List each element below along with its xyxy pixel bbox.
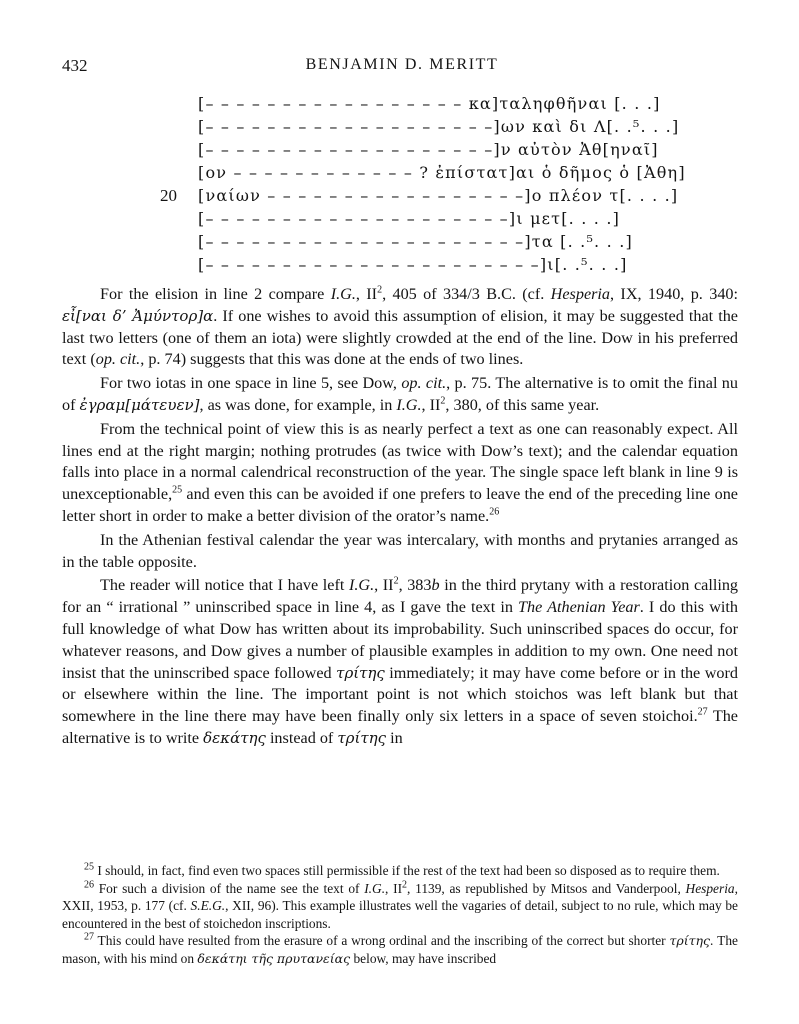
running-head: BENJAMIN D. MERITT xyxy=(305,56,499,73)
inscription-block xyxy=(160,92,686,276)
greek-text: δεκάτηι τῆς πρυτανείας xyxy=(197,950,351,966)
line-text: [– – – – – – – – – – – – – – – – – – – – – –]ι[. .⁵. . .] xyxy=(198,255,628,274)
text-run: For two iotas in one space in line 5, see Dow, xyxy=(100,374,402,393)
text-run: . The mason, with his mind on xyxy=(62,933,738,966)
footnote-27 xyxy=(62,932,738,967)
journal-title: Hesperia xyxy=(550,285,611,303)
text-run: , II xyxy=(421,395,441,414)
footnote-25 xyxy=(62,862,738,880)
text-run: , XII, 96). This example illustrates well the vagaries of detail, subject to no rule, which may be encountered in the best of stoichedon inscriptions. xyxy=(62,898,739,931)
citation: I.G. xyxy=(396,395,422,414)
text-run: , 405 of 334/3 B.C. (cf. xyxy=(382,285,551,303)
text-run: This could have resulted from the erasure of a wrong ordinal and the inscribing of the correct but shorter xyxy=(94,933,670,949)
text-run: , p. 74) suggests that this was done at the ends of two lines. xyxy=(140,350,524,369)
paragraph-reader xyxy=(62,575,738,749)
greek-text: ἐγραμ[μάτευεν] xyxy=(79,395,200,414)
line-text: [ον – – – – – – – – – – – – ? ἐπίστατ]αι ὁ δῆμος ὁ [Ἀθη] xyxy=(198,163,686,182)
text-run: , p. 75. The alternative is to omit the final nu of xyxy=(62,374,738,414)
footnote-number: 26 xyxy=(84,879,94,891)
citation: I.G. xyxy=(364,880,386,896)
text-run: , 380, of this same year. xyxy=(445,395,600,414)
book-title: The Athenian Year xyxy=(518,598,640,617)
superscript: 2 xyxy=(440,395,446,407)
page-number: 432 xyxy=(62,56,88,75)
text-run: , IX, 1940, p. 340: xyxy=(610,285,739,303)
citation: op. cit. xyxy=(95,350,141,369)
line-text: [– – – – – – – – – – – – – – – – – – – – –]τα [. .⁵. . .] xyxy=(198,232,633,251)
text-run: and even this can be avoided if one prefers to leave the end of the preceding line one letter short in order to make a better division of the orator’s name. xyxy=(62,485,738,525)
text-run: For such a division of the name see the text of xyxy=(94,880,365,896)
citation: I.G. xyxy=(348,576,375,595)
footnote-26 xyxy=(62,880,738,933)
text-run: in xyxy=(386,728,403,747)
citation: op. cit. xyxy=(401,374,447,393)
inscription-line xyxy=(160,115,680,138)
text-run: , 383 xyxy=(398,576,432,595)
superscript: 2 xyxy=(393,575,399,587)
text-run: , 1139, as republished by Mitsos and Vanderpool, xyxy=(407,880,686,896)
text-run: The reader will notice that I have left xyxy=(100,576,349,595)
inscription-line xyxy=(160,161,686,184)
inscription-line xyxy=(160,253,628,276)
superscript: 2 xyxy=(402,879,408,891)
text-run: The alternative is to write xyxy=(62,707,738,747)
text-run: I should, in fact, find even two spaces still permissible if the rest of the text had been so disposed as to require them. xyxy=(94,863,720,878)
text-run: instead of xyxy=(265,728,338,747)
text-run: From the technical point of view this is as nearly perfect a text as one can reasonably expect. All lines end at the right margin; nothing protrudes (as twice with Dow’s text); and the calendar equation falls into place in a normal calendrical reconstruction of the year. The single space left blank in line 9 is unexceptionable, xyxy=(62,419,738,504)
citation: S.E.G. xyxy=(190,898,226,914)
line-text: [– – – – – – – – – – – – – – – – – – –]ν αὐτὸν Ἀθ[ηναῖ] xyxy=(198,140,659,159)
line-number: 20 xyxy=(160,186,177,205)
paragraph-calendar xyxy=(62,530,738,574)
inscription-line xyxy=(160,138,659,161)
line-text: [– – – – – – – – – – – – – – – – – κα]ταληφθῆναι [. . .] xyxy=(198,94,661,113)
paragraph-technical xyxy=(62,419,738,528)
text-run: . If one wishes to avoid this assumption of elision, it may be suggested that the last two letters (one of them an iota) were slightly crowded at the end of the line. Dow in his preferred text ( xyxy=(62,306,738,369)
text-run: b xyxy=(431,576,440,595)
text-run: , as was done, for example, in xyxy=(199,395,397,414)
superscript: 2 xyxy=(377,284,383,296)
line-text: [ναίων – – – – – – – – – – – – – – – – –]ο πλέον τ[. . . .] xyxy=(198,186,679,205)
text-run: , XXII, 1953, p. 177 (cf. xyxy=(62,880,738,914)
text-run: below, may have inscribed xyxy=(350,950,497,966)
footnote-ref[interactable]: 26 xyxy=(489,506,500,518)
inscription-line xyxy=(160,92,661,115)
inscription-line xyxy=(160,207,620,230)
text-run: In the Athenian festival calendar the year was intercalary, with months and prytanies arranged as in the table opposite. xyxy=(62,530,738,571)
greek-text: εἶ[ναι δ’ Ἀμύντορ]α xyxy=(62,306,214,325)
greek-text: τρίτης xyxy=(337,728,387,747)
greek-text: δεκάτης xyxy=(203,728,266,747)
citation: I.G. xyxy=(330,285,356,303)
footnote-number: 27 xyxy=(84,931,94,943)
journal-title: Hesperia xyxy=(685,880,735,896)
footnote-number: 25 xyxy=(84,861,94,873)
greek-text: τρίτης xyxy=(669,933,711,949)
line-text: [– – – – – – – – – – – – – – – – – – – –]ι μετ[. . . .] xyxy=(198,209,621,228)
text-run: , II xyxy=(355,285,378,303)
text-run: , II xyxy=(374,576,394,595)
paragraph-two-iotas xyxy=(62,373,738,417)
footnote-ref[interactable]: 27 xyxy=(697,706,708,718)
paragraph-elision xyxy=(62,284,738,371)
text-run: immediately; it may have come before or in the word or elsewhere within the line. The important point is not which stoichos was left blank but that somewhere in the line there may have been finally only six letters in a space of seven stoichoi. xyxy=(62,663,738,726)
text-run: in the third prytany with a restoration calling for an “ irrational ” uninscribed space in line 4, as I gave the text in xyxy=(62,576,739,617)
text-run: , II xyxy=(385,880,403,896)
inscription-line xyxy=(160,230,633,253)
footnote-ref[interactable]: 25 xyxy=(172,484,183,496)
footnotes xyxy=(62,862,738,968)
text-run: For the elision in line 2 compare xyxy=(100,285,331,303)
page-header xyxy=(62,56,742,80)
body-text xyxy=(62,284,738,750)
line-text: [– – – – – – – – – – – – – – – – – – –]ων καὶ δι Λ[. .⁵. . .] xyxy=(198,117,680,136)
greek-text: τρίτης xyxy=(336,663,385,682)
inscription-line xyxy=(160,184,679,207)
text-run: . I do this with full knowledge of what Dow has written about its improbability. Such uninscribed spaces do occur, for whatever reasons, and Dow gives a number of plausible examples in addition to my own. One need not insist that the uninscribed space followed xyxy=(62,598,738,682)
